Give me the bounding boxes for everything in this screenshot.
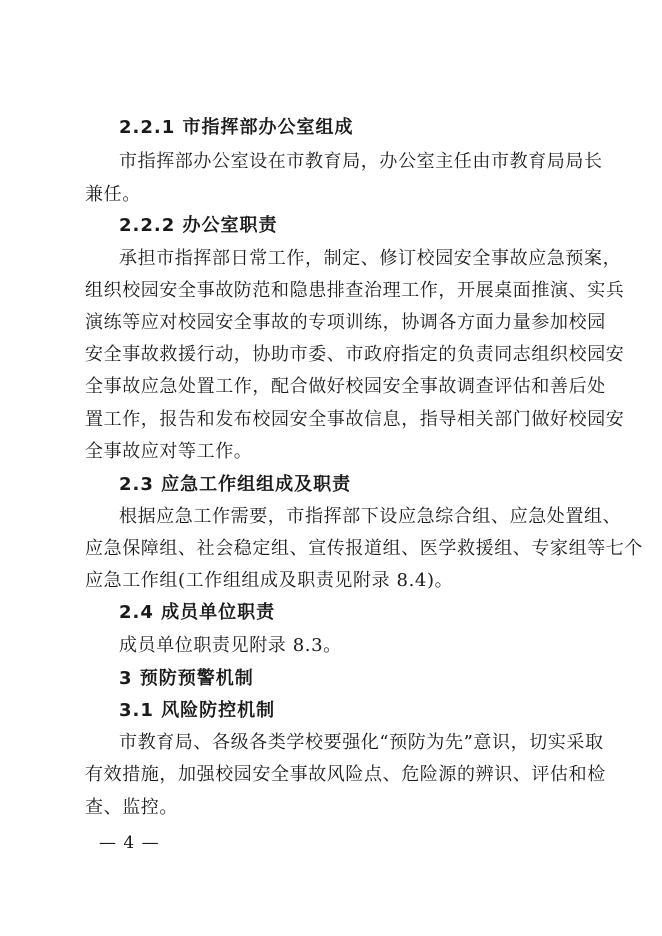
paragraph-line: 兼任。 [85,184,141,205]
paragraph-line: 查、监控。 [85,797,178,818]
paragraph-line: 全事故应急处置工作，配合做好校园安全事故调查评估和善后处 [85,376,606,397]
paragraph-line: 应急工作组(工作组组成及职责见附录 8.4)。 [85,570,454,591]
paragraph-line: 置工作，报告和发布校园安全事故信息，指导相关部门做好校园安 [85,409,625,430]
page-number: — 4 — [99,833,160,853]
section-heading-2-2-2: 2.2.2 办公室职责 [119,215,278,236]
section-heading-2-2-1: 2.2.1 市指挥部办公室组成 [119,117,354,138]
paragraph-line: 有效措施，加强校园安全事故风险点、危险源的辨识、评估和检 [85,764,606,785]
paragraph-line: 根据应急工作需要，市指挥部下设应急综合组、应急处置组、 [119,506,622,527]
paragraph-line: 安全事故救援行动，协助市委、市政府指定的负责同志组织校园安 [85,344,625,365]
paragraph-line: 演练等应对校园安全事故的专项训练，协调各方面力量参加校园 [85,312,606,333]
section-heading-2-3: 2.3 应急工作组组成及职责 [119,474,352,495]
paragraph-line: 成员单位职责见附录 8.3。 [119,635,342,656]
section-heading-2-4: 2.4 成员单位职责 [119,602,276,623]
section-heading-3-1: 3.1 风险防控机制 [119,700,276,721]
paragraph-line: 组织校园安全事故防范和隐患排查治理工作，开展桌面推演、实兵 [85,280,625,301]
section-heading-3: 3 预防预警机制 [119,668,254,689]
paragraph-line: 市教育局、各级各类学校要强化“预防为先”意识，切实采取 [119,732,604,753]
paragraph-line: 市指挥部办公室设在市教育局，办公室主任由市教育局局长 [119,151,603,172]
paragraph-line: 应急保障组、社会稳定组、宣传报道组、医学救援组、专家组等七个 [85,538,643,559]
paragraph-line: 承担市指挥部日常工作，制定、修订校园安全事故应急预案， [119,248,622,269]
paragraph-line: 全事故应对等工作。 [85,441,253,462]
